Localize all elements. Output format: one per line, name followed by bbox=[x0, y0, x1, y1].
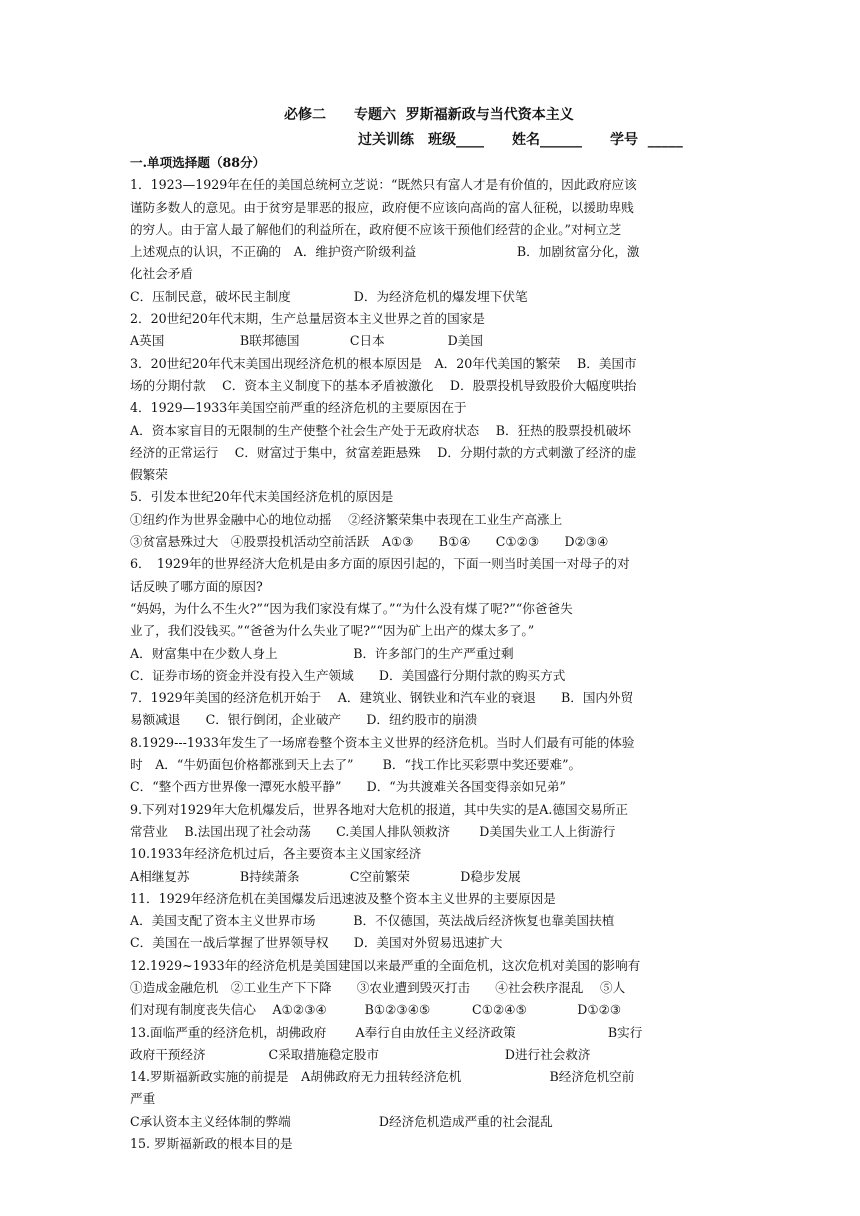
text-line: 严重 bbox=[130, 1091, 156, 1107]
text-line: ③贫富悬殊过大 ④股票投机活动空前活跃 A①③ B①④ C①②③ D②③④ bbox=[130, 534, 609, 550]
document-subtitle: 过关训练 班级____ 姓名______ 学号 _____ bbox=[358, 132, 683, 148]
text-line: 场的分期付款 C．资本主义制度下的基本矛盾被激化 D．股票投机导致股价大幅度哄抬 bbox=[130, 377, 637, 393]
text-line: “妈妈，为什么不生火?”“因为我们家没有煤了。”“为什么没有煤了呢?”“你爸爸失 bbox=[130, 600, 573, 616]
text-line: 常营业 B.法国出现了社会动荡 C.美国人排队领救济 D美国失业工人上街游行 bbox=[130, 823, 616, 839]
text-line: A．美国支配了资本主义世界市场 B．不仅德国，英法战后经济恢复也靠美国扶植 bbox=[130, 913, 615, 929]
text-line: 上述观点的认识，不正确的 A．维护资产阶级利益 B．加剧贫富分化，激 bbox=[130, 244, 640, 260]
text-line: C．“整个西方世界像一潭死水般平静” D．“为共渡难关各国变得亲如兄弟” bbox=[130, 779, 566, 795]
text-line: A英国 B联邦德国 C日本 D美国 bbox=[130, 333, 483, 349]
text-line: 14.罗斯福新政实施的前提是 A胡佛政府无力扭转经济危机 B经济危机空前 bbox=[130, 1069, 635, 1085]
text-line: 12.1929~1933年的经济危机是美国建国以来最严重的全面危机，这次危机对美国的影响有 bbox=[130, 957, 641, 973]
text-line: 化社会矛盾 bbox=[130, 266, 193, 282]
text-line: C承认资本主义经体制的弊端 D经济危机造成严重的社会混乱 bbox=[130, 1113, 553, 1129]
section-heading: 一.单项选择题（88分） bbox=[130, 155, 266, 170]
text-line: 们对现有制度丧失信心 A①②③④ B①②③④⑤ C①②④⑤ D①②③ bbox=[130, 1002, 622, 1018]
text-line: 8.1929---1933年发生了一场席卷整个资本主义世界的经济危机。当时人们最有可能的体验 bbox=[130, 734, 635, 750]
text-line: 的穷人。由于富人最了解他们的利益所在，政府便不应该干预他们经营的企业。”对柯立芝 bbox=[130, 221, 622, 237]
text-line: 易额减退 C．银行倒闭，企业破产 D．纽约股市的崩溃 bbox=[130, 712, 478, 728]
text-line: 11．1929年经济危机在美国爆发后迅速波及整个资本主义世界的主要原因是 bbox=[130, 890, 556, 906]
text-line: 假繁荣 bbox=[130, 467, 168, 483]
text-line: 3．20世纪20年代末美国出现经济危机的根本原因是 A．20年代美国的繁荣 B．美国市 bbox=[130, 355, 637, 371]
text-line: 7．1929年美国的经济危机开始于 A．建筑业、钢铁业和汽车业的衰退 B．国内外贸 bbox=[130, 690, 634, 706]
text-line: 2．20世纪20年代末期，生产总量居资本主义世界之首的国家是 bbox=[130, 311, 485, 327]
text-line: A．财富集中在少数人身上 B．许多部门的生产严重过剩 bbox=[130, 645, 514, 661]
text-line: 4．1929—1933年美国空前严重的经济危机的主要原因在于 bbox=[130, 400, 467, 416]
text-line: 经济的正常运行 C．财富过于集中，贫富差距悬殊 D．分期付款的方式刺激了经济的虚 bbox=[130, 444, 637, 460]
text-line: 15. 罗斯福新政的根本目的是 bbox=[130, 1136, 293, 1152]
text-line: 时 A．“牛奶面包价格都涨到天上去了” B．“找工作比买彩票中奖还要难”。 bbox=[130, 757, 582, 773]
text-line: A相继复苏 B持续萧条 C空前繁荣 D稳步发展 bbox=[130, 868, 521, 884]
text-line: C．压制民意，破坏民主制度 D．为经济危机的爆发埋下伏笔 bbox=[130, 288, 528, 304]
text-line: C．美国在一战后掌握了世界领导权 D．美国对外贸易迅速扩大 bbox=[130, 935, 503, 951]
text-line: 业了，我们没钱买。”“爸爸为什么失业了呢?”“因为矿上出产的煤太多了。” bbox=[130, 623, 535, 639]
text-line: 6． 1929年的世界经济大危机是由多方面的原因引起的，下面一则当时美国一对母子的对 bbox=[130, 556, 630, 572]
text-line: 9.下列对1929年大危机爆发后，世界各地对大危机的报道，其中失实的是A.德国交易所正 bbox=[130, 801, 628, 817]
text-line: 1．1923—1929年在任的美国总统柯立芝说：“既然只有富人才是有价值的，因此政府应该 bbox=[130, 177, 637, 193]
text-line: ①纽约作为世界金融中心的地位动摇 ②经济繁荣集中表现在工业生产高涨上 bbox=[130, 511, 563, 527]
question-body bbox=[130, 152, 730, 1155]
text-line: ①造成金融危机 ②工业生产下下降 ③农业遭到毁灭打击 ④社会秩序混乱 ⑤人 bbox=[130, 979, 626, 995]
text-line: 政府干预经济 C采取措施稳定股市 D进行社会救济 bbox=[130, 1046, 591, 1062]
text-line: 谨防多数人的意见。由于贫穷是罪恶的报应，政府便不应该向高尚的富人征税，以援助卑贱 bbox=[130, 199, 634, 215]
text-line: A．资本家盲目的无限制的生产使整个社会生产处于无政府状态 B．狂热的股票投机破坏 bbox=[130, 422, 631, 438]
text-line: 10.1933年经济危机过后，各主要资本主义国家经济 bbox=[130, 846, 422, 862]
text-line: 话反映了哪方面的原因? bbox=[130, 578, 263, 594]
text-line: 13.面临严重的经济危机，胡佛政府 A奉行自由放任主义经济政策 B实行 bbox=[130, 1024, 643, 1040]
text-line: C．证券市场的资金并没有投入生产领域 D．美国盛行分期付款的购买方式 bbox=[130, 667, 566, 683]
document-title: 必修二 专题六 罗斯福新政与当代资本主义 bbox=[284, 107, 574, 123]
text-line: 5．引发本世纪20年代末美国经济危机的原因是 bbox=[130, 489, 394, 505]
